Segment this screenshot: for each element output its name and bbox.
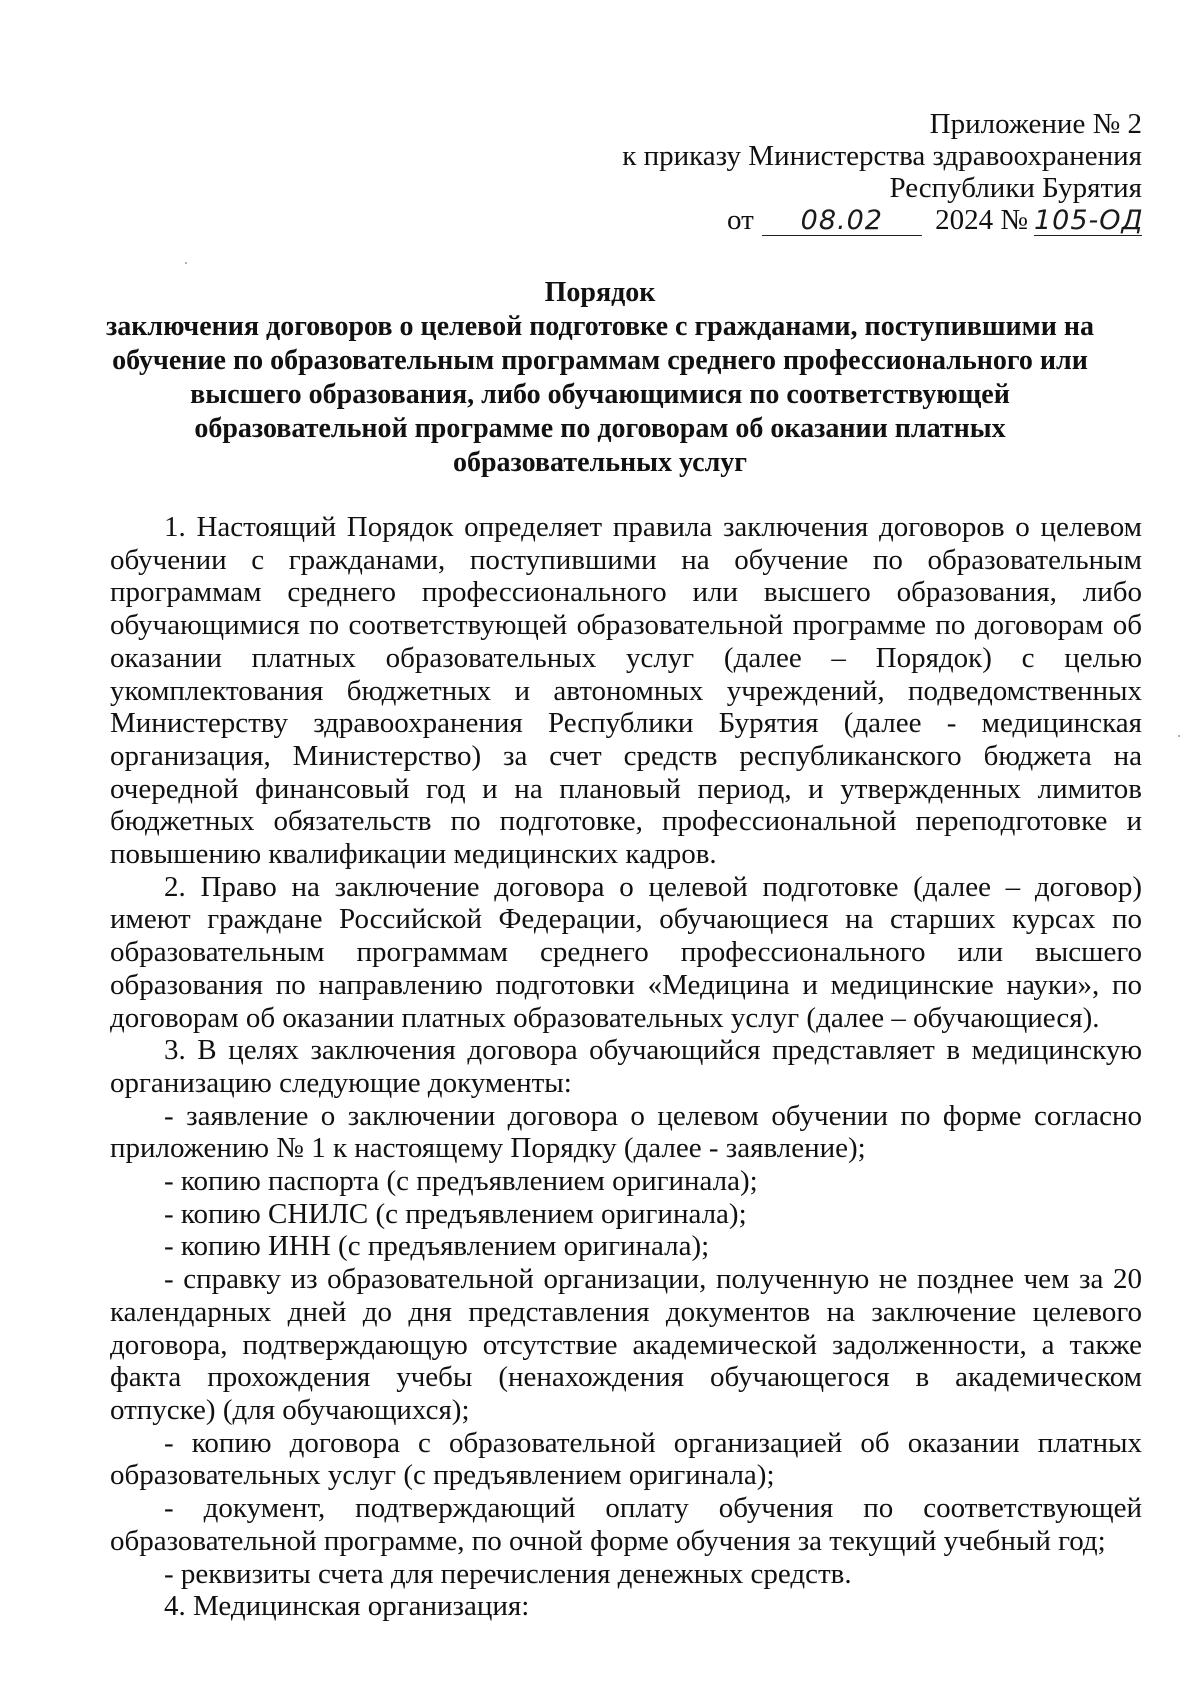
title-line: образовательных услуг bbox=[452, 447, 748, 478]
list-item: - копию СНИЛС (с предъявлением оригинала); bbox=[164, 1197, 747, 1230]
title-line: обучение по образовательным программам среднего профессионального или bbox=[112, 345, 1088, 376]
document-title bbox=[80, 276, 1120, 480]
list-item: - копию паспорта (с предъявлением оригинала); bbox=[164, 1165, 758, 1198]
paragraph-1: 1. Настоящий Порядок определяет правила заключения договоров о целевом обучении с гражданами, поступившими на обучение по образовательным программам среднего профессионального или высшего образования, либо обучающимися по соответствующей образовательной программе по договорам об оказании платных образовательных услуг (далее – Порядок) с целью укомплектования бюджетных и автономных учреждений, подведомственных Министерству здравоохранения Республики Бурятия (далее - медицинская организация, Министерство) за счет средств республиканского бюджета на очередной финансовый год и на плановый период, и утвержденных лимитов бюджетных обязательств по подготовке, профессиональной переподготовке и повышению квалификации медицинских кадров. bbox=[110, 511, 1142, 871]
list-item: - копию ИНН (с предъявлением оригинала); bbox=[164, 1230, 710, 1263]
order-year: 2024 № bbox=[935, 204, 1028, 236]
paragraph-2: 2. Право на заключение договора о целевой подготовке (далее – договор) имеют граждане Российской Федерации, обучающиеся на старших курсах по образовательным программам среднего профессионального или высшего образования по направлению подготовки «Медицина и медицинские науки», по договорам об оказании платных образовательных услуг (далее – обучающиеся). bbox=[110, 870, 1142, 1034]
title-line: высшего образования, либо обучающимися по соответствующей bbox=[190, 379, 1010, 410]
list-item: - документ, подтверждающий оплату обучения по соответствующей образовательной программе, по очной форме обучения за текущий учебный год; bbox=[110, 1492, 1142, 1557]
title-line: образовательной программе по договорам об оказании платных bbox=[194, 413, 1006, 444]
paragraph-4: 4. Медицинская организация: bbox=[164, 1590, 530, 1623]
handwritten-order-number: 105-ОД bbox=[1034, 205, 1144, 236]
title-line: заключения договоров о целевой подготовке с гражданами, поступившими на bbox=[106, 311, 1094, 342]
appendix-number: Приложение № 2 bbox=[929, 108, 1142, 140]
list-item: - копию договора с образовательной организацией об оказании платных образовательных услуг (с предъявлением оригинала); bbox=[110, 1426, 1142, 1492]
order-reference: к приказу Министерства здравоохранения bbox=[622, 140, 1142, 172]
handwritten-date: 08.02 bbox=[762, 207, 922, 236]
order-date-line bbox=[622, 204, 1142, 236]
date-prefix: от bbox=[727, 204, 754, 236]
appendix-header bbox=[622, 108, 1142, 236]
list-item: - справку из образовательной организации, полученную не позднее чем за 20 календарных дней до дня представления документов на заключение целевого договора, подтверждающую отсутствие академической задолженности, а также факта прохождения учебы (ненахождения обучающегося в академическом отпуске) (для обучающихся); bbox=[110, 1263, 1142, 1426]
list-item: - заявление о заключении договора о целевом обучении по форме согласно приложению № 1 к настоящему Порядку (далее - заявление); bbox=[110, 1099, 1142, 1165]
scan-dot bbox=[1178, 735, 1180, 737]
list-item: - реквизиты счета для перечисления денежных средств. bbox=[164, 1557, 852, 1590]
paragraph-3: 3. В целях заключения договора обучающийся представляет в медицинскую организацию следующие документы: bbox=[110, 1034, 1142, 1099]
title-line: Порядок bbox=[544, 277, 656, 308]
ministry-region: Республики Бурятия bbox=[889, 172, 1142, 204]
scan-dot bbox=[185, 262, 187, 264]
document-body bbox=[110, 511, 1142, 1623]
